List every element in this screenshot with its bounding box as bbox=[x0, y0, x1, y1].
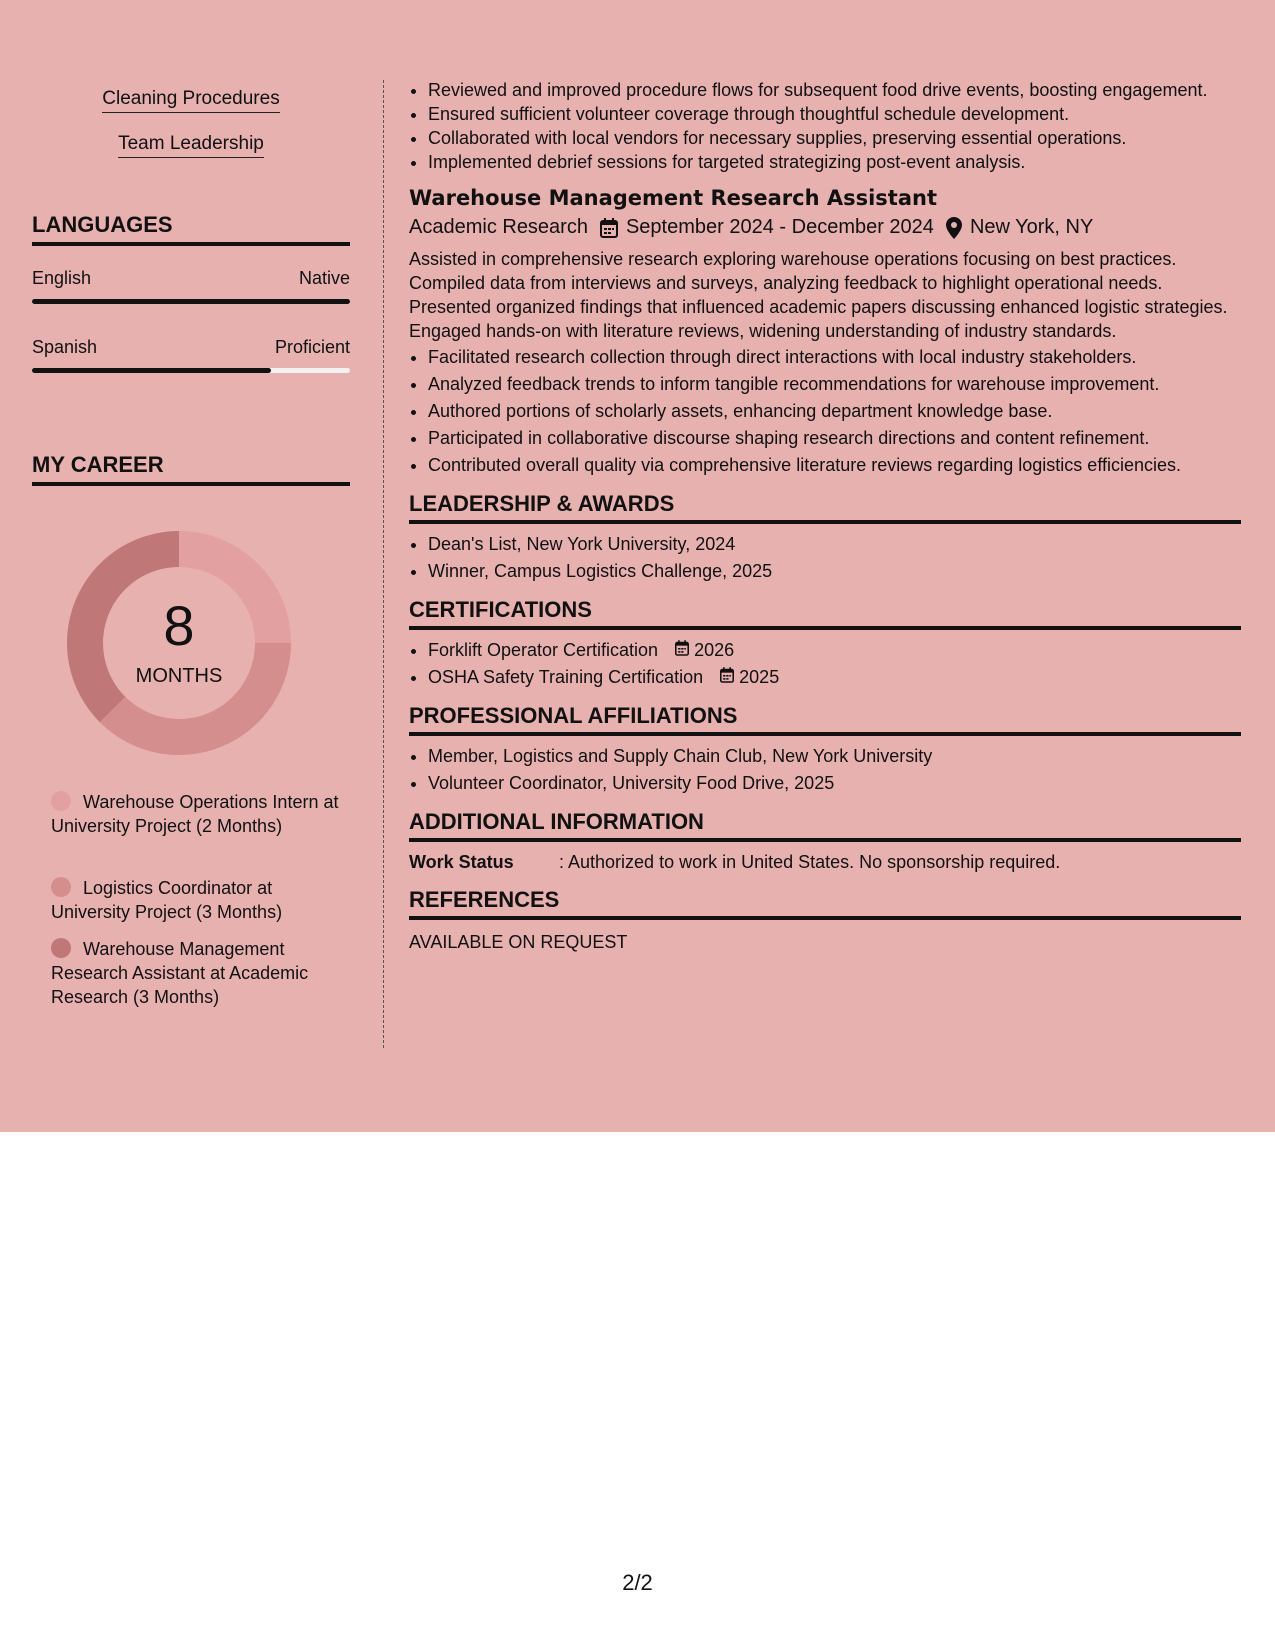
awards-heading: LEADERSHIP & AWARDS bbox=[409, 491, 1241, 524]
language-bar bbox=[32, 299, 350, 304]
certification-item bbox=[428, 665, 1241, 689]
language-bar-fill bbox=[32, 299, 350, 304]
previous-job-bullets bbox=[409, 78, 1241, 174]
work-status-value: : Authorized to work in United States. No sponsorship required. bbox=[559, 852, 1061, 872]
career-total-unit: MONTHS bbox=[135, 665, 223, 687]
language-level: Proficient bbox=[274, 337, 350, 357]
language-name: English bbox=[32, 268, 92, 288]
language-row bbox=[32, 268, 350, 289]
skill-label: Cleaning Procedures bbox=[102, 88, 279, 113]
certification-name: Forklift Operator Certification bbox=[428, 640, 659, 660]
certifications-heading: CERTIFICATIONS bbox=[409, 597, 1241, 630]
calendar-icon bbox=[600, 218, 618, 238]
bullet-item: • Ensured sufficient volunteer coverage through thoughtful schedule development. bbox=[428, 102, 1241, 126]
work-status-label: Work Status bbox=[409, 852, 514, 872]
job-dates: September 2024 - December 2024 bbox=[625, 216, 934, 238]
affiliations-heading: PROFESSIONAL AFFILIATIONS bbox=[409, 703, 1241, 736]
page-number: 2/2 bbox=[622, 1570, 653, 1595]
bullet-item: • Reviewed and improved procedure flows for subsequent food drive events, boosting engagement. bbox=[428, 78, 1241, 102]
job-company: Academic Research bbox=[409, 216, 588, 238]
career-legend-item bbox=[51, 937, 341, 1009]
languages-heading: LANGUAGES bbox=[32, 212, 350, 246]
language-name: Spanish bbox=[32, 337, 98, 357]
language-bar-fill bbox=[32, 368, 271, 373]
skill-item bbox=[32, 133, 350, 155]
certifications-list bbox=[409, 638, 1241, 689]
skill-item bbox=[32, 88, 350, 110]
bullet-item: • Facilitated research collection through direct interactions with local industry stakeholders. bbox=[428, 345, 1241, 369]
bullet-item: • Analyzed feedback trends to inform tangible recommendations for warehouse improvement. bbox=[428, 372, 1241, 396]
job-title: Warehouse Management Research Assistant bbox=[409, 186, 937, 210]
language-level: Native bbox=[298, 268, 350, 288]
bullet-item: • Contributed overall quality via comprehensive literature reviews regarding logistics efficiencies. bbox=[428, 453, 1241, 477]
legend-label: Logistics Coordinator at University Project (3 Months) bbox=[51, 878, 283, 922]
affiliation-item: • Member, Logistics and Supply Chain Club, New York University bbox=[428, 744, 1241, 768]
awards-list bbox=[409, 532, 1241, 583]
affiliation-item: • Volunteer Coordinator, University Food Drive, 2025 bbox=[428, 771, 1241, 795]
right-column bbox=[409, 78, 1241, 953]
career-heading: MY CAREER bbox=[32, 452, 350, 486]
legend-label: Warehouse Operations Intern at University Project (2 Months) bbox=[51, 792, 339, 836]
language-bar bbox=[32, 368, 350, 373]
job-location: New York, NY bbox=[969, 216, 1094, 238]
map-pin-icon bbox=[946, 217, 962, 239]
work-status-row bbox=[409, 852, 1241, 873]
award-item: • Winner, Campus Logistics Challenge, 2025 bbox=[428, 559, 1241, 583]
bullet-item: • Authored portions of scholarly assets, enhancing department knowledge base. bbox=[428, 399, 1241, 423]
calendar-icon bbox=[720, 667, 734, 683]
legend-label: Warehouse Management Research Assistant at Academic Research (3 Months) bbox=[51, 939, 309, 1007]
bullet-item: • Participated in collaborative discourse shaping research directions and content refinement. bbox=[428, 426, 1241, 450]
legend-dot bbox=[51, 877, 71, 897]
calendar-icon bbox=[675, 640, 689, 656]
job-summary: Assisted in comprehensive research exploring warehouse operations focusing on best practices. Compiled data from interviews and surveys, analyzing feedback to highlight operational needs. Presented organized findings that influenced academic papers discussing enhanced logistic strategies. Engaged hands-on with literature reviews, widening understanding of industry standards. bbox=[409, 249, 1228, 341]
skill-label: Team Leadership bbox=[118, 133, 264, 158]
career-legend-item bbox=[51, 790, 341, 838]
career-legend-item bbox=[51, 876, 341, 924]
award-item: • Dean's List, New York University, 2024 bbox=[428, 532, 1241, 556]
affiliations-list bbox=[409, 744, 1241, 795]
certification-year: 2025 bbox=[739, 667, 780, 687]
job-meta bbox=[409, 216, 1241, 239]
additional-info-heading: ADDITIONAL INFORMATION bbox=[409, 809, 1241, 842]
donut-segment-2 bbox=[100, 643, 291, 755]
job-bullets bbox=[409, 345, 1241, 477]
certification-year: 2026 bbox=[694, 640, 735, 660]
legend-dot bbox=[51, 938, 71, 958]
column-divider bbox=[383, 80, 384, 1048]
language-row bbox=[32, 337, 350, 358]
certification-name: OSHA Safety Training Certification bbox=[428, 667, 704, 687]
references-heading: REFERENCES bbox=[409, 887, 1241, 920]
certification-item bbox=[428, 638, 1241, 662]
legend-dot bbox=[51, 791, 71, 811]
bullet-item: • Implemented debrief sessions for targeted strategizing post-event analysis. bbox=[428, 150, 1241, 174]
career-total-number: 8 bbox=[163, 594, 195, 657]
references-text: AVAILABLE ON REQUEST bbox=[409, 932, 628, 952]
bullet-item: • Collaborated with local vendors for necessary supplies, preserving essential operations. bbox=[428, 126, 1241, 150]
